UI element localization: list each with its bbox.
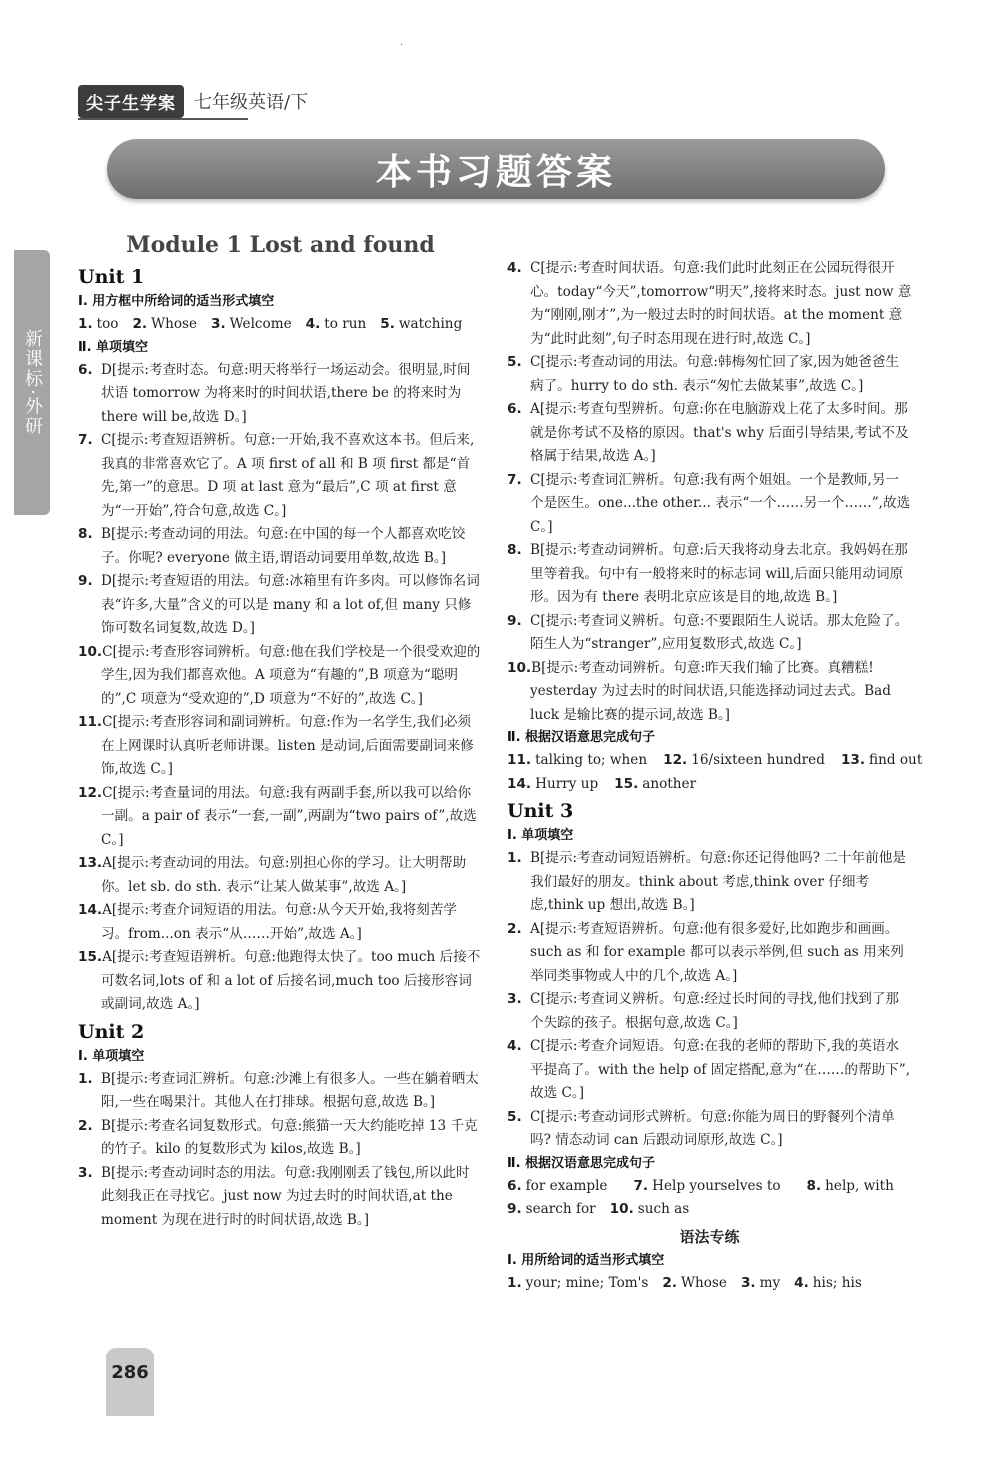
item-number: 5.	[507, 1108, 522, 1125]
item-text: C[提示:考查形容词和副词辨析。句意:作为一名学生,我们必须在上网课时认真听老师讲课。listen 是动词,后面需要副词来修饰,故选 C。]	[101, 714, 474, 777]
answer-item	[78, 852, 483, 899]
item-number: 14.	[507, 775, 532, 792]
item-text: B[提示:考查动词短语辨析。句意:你还记得他吗? 二十年前他是我们最好的朋友。think about 考虑,think over 仔细考虑,think up 想出,故选 B。]	[530, 850, 906, 913]
answer-item	[507, 398, 912, 469]
section-heading: Ⅰ. 单项填空	[507, 828, 574, 843]
short-answer	[507, 776, 598, 792]
item-number: 2.	[78, 1117, 93, 1134]
short-answer	[507, 1201, 596, 1217]
answer-item	[78, 1162, 483, 1233]
item-number: 1.	[507, 1274, 522, 1291]
item-text: C[提示:考查词义辨析。句意:不要跟陌生人说话。那太危险了。陌生人为“stranger”,应用复数形式,故选 C。]	[530, 612, 909, 652]
answer-item	[507, 257, 912, 351]
item-number: 14.	[78, 902, 103, 918]
item-number: 2.	[132, 316, 148, 332]
item-number: 8.	[507, 542, 522, 558]
item-text: A[提示:考查动词的用法。句意:别担心你的学习。让大明帮助你。let sb. do sth. 表示“让某人做某事”,故选 A。]	[101, 855, 467, 895]
item-number: 8.	[78, 526, 93, 542]
item-text: too	[96, 316, 119, 332]
brand-badge: 尖子生学案	[78, 85, 184, 118]
item-text: C[提示:考查形容词辨析。句意:他在我们学校是一个很受欢迎的学生,因为我们都喜欢他。A 项意为“有趣的”,B 项意为“聪明的”,C 项意为“受欢迎的”,D 项意为“不好的”,故选 C。]	[101, 643, 481, 707]
answer-item	[78, 359, 483, 430]
short-answer	[610, 1201, 690, 1217]
grammar-title: 语法专练	[679, 1227, 740, 1246]
short-answer	[794, 1275, 862, 1291]
short-answer	[507, 1275, 648, 1291]
item-number: 9.	[507, 612, 522, 629]
answer-item	[507, 918, 912, 989]
answer-item	[507, 539, 912, 610]
short-answer	[614, 776, 696, 792]
item-text: B[提示:考查动词辨析。句意:后天我将动身去北京。我妈妈在那里等着我。句中有一般将来时的标志词 will,后面只能用动词原形。因为有 there 表明北京应该是目的地,故选 B。]	[530, 542, 908, 605]
decorative-dot: ·	[400, 40, 404, 51]
item-number: 3.	[78, 1164, 93, 1181]
page-number: 286	[106, 1354, 154, 1416]
item-text: another	[642, 775, 697, 792]
answer-item	[507, 657, 912, 728]
short-answer	[306, 316, 367, 332]
answer-item	[507, 988, 912, 1035]
item-number: 7.	[507, 471, 522, 488]
answer-item	[507, 847, 912, 918]
item-text: B[提示:考查动词的用法。句意:在中国的每一个人都喜欢吃饺子。你呢? everyone 做主语,谓语动词要用单数,故选 B。]	[101, 526, 466, 566]
item-number: 1.	[78, 1070, 93, 1087]
answer-row	[507, 749, 923, 773]
item-text: A[提示:考查短语辨析。句意:他跑得太快了。too much 后接不可数名词,lots of 和 a lot of 后接名词,much too 后接形容词或副词,故选 A。]	[101, 949, 481, 1012]
item-text: 16/sixteen hundred	[691, 752, 825, 768]
item-text: Whose	[151, 316, 198, 332]
item-text: B[提示:考查动词时态的用法。句意:我刚刚丢了钱包,所以此时此刻我正在寻找它。just now 为过去时的时间状语,at the moment 为现在进行时的时间状语,故选 B。]	[101, 1164, 470, 1228]
item-number: 7.	[78, 432, 93, 448]
item-text: A[提示:考查介词短语的用法。句意:从今天开始,我将刻苦学习。from...on 表示“从……开始”,故选 A。]	[101, 902, 457, 942]
item-number: 12.	[663, 752, 688, 768]
answer-row	[507, 1272, 912, 1296]
item-text: Hurry up	[535, 775, 599, 792]
answer-list	[78, 1068, 483, 1233]
item-text: C[提示:考查动词的用法。句意:韩梅匆忙回了家,因为她爸爸生病了。hurry to do sth. 表示“匆忙去做某事”,故选 C。]	[530, 354, 900, 394]
item-text: Whose	[681, 1274, 727, 1291]
item-text: B[提示:考查词汇辨析。句意:沙滩上有很多人。一些在躺着晒太阳,一些在喝果汁。其他人在打排球。根据句意,故选 B。]	[101, 1070, 479, 1110]
item-text: C[提示:考查量词的用法。句意:我有两副手套,所以我可以给你一副。a pair of 表示“一套,一副”,两副为“two pairs of”,故选 C。]	[101, 784, 477, 848]
item-text: search for	[525, 1201, 596, 1217]
answer-item	[78, 1115, 483, 1162]
item-text: watching	[398, 316, 463, 332]
unit-heading: Unit 1	[78, 266, 145, 288]
short-answer	[807, 1178, 894, 1194]
item-text: C[提示:考查介词短语。句意:在我的老师的帮助下,我的英语水平提高了。with the help of 固定搭配,意为“在……的帮助下”,故选 C。]	[530, 1038, 911, 1101]
item-text: his; his	[812, 1274, 862, 1291]
short-answer	[841, 752, 922, 768]
item-text: my	[759, 1274, 781, 1291]
answer-row	[78, 313, 483, 337]
item-number: 3.	[507, 991, 522, 1007]
answer-list	[507, 847, 912, 1153]
item-text: to run	[324, 316, 367, 332]
item-text: such as	[637, 1201, 690, 1217]
item-number: 5.	[380, 316, 395, 332]
answer-row	[507, 773, 912, 797]
answer-item	[507, 351, 912, 398]
item-number: 4.	[507, 260, 522, 276]
header-rule	[78, 118, 248, 120]
answer-item	[507, 610, 912, 657]
short-answer	[132, 316, 197, 332]
item-text: A[提示:考查短语辨析。句意:他有很多爱好,比如跑步和画画。such as 和 for example 都可以表示举例,但 such as 用来列举同类事物或人中的几个,故选 A。]	[530, 920, 904, 984]
item-text: help, with	[825, 1177, 894, 1194]
item-number: 2.	[662, 1274, 678, 1291]
item-number: 1.	[78, 316, 93, 332]
item-text: B[提示:考查名词复数形式。句意:熊猫一天大约能吃掉 13 千克的竹子。kilo 的复数形式为 kilos,故选 B。]	[101, 1117, 478, 1157]
item-number: 7.	[633, 1177, 649, 1194]
item-number: 13.	[840, 752, 866, 768]
short-answer	[507, 752, 647, 768]
answer-item	[507, 469, 912, 540]
answer-list	[78, 359, 483, 1017]
answer-item	[78, 570, 483, 641]
short-answer	[663, 752, 825, 768]
answer-item	[78, 899, 483, 946]
item-number: 10.	[609, 1201, 634, 1217]
item-text: talking to; when	[535, 752, 648, 768]
item-text: C[提示:考查词义辨析。句意:经过长时间的寻找,他们找到了那个失踪的孩子。根据句意,故选 C。]	[530, 991, 900, 1031]
item-number: 9.	[507, 1201, 522, 1217]
item-text: D[提示:考查时态。句意:明天将举行一场运动会。很明显,时间状语 tomorrow 为将来时的时间状语,there be 的将来时为 there will be,故选 D。]	[101, 361, 471, 425]
item-number: 4.	[305, 316, 321, 332]
answer-item	[507, 1035, 912, 1106]
item-number: 11.	[507, 752, 532, 768]
item-text: find out	[869, 752, 923, 768]
answer-item	[78, 641, 483, 712]
item-number: 4.	[507, 1038, 522, 1054]
item-number: 2.	[507, 920, 522, 937]
item-text: Help yourselves to	[652, 1177, 781, 1194]
item-number: 15.	[78, 949, 103, 965]
short-answer	[662, 1275, 727, 1291]
section-heading: Ⅰ. 用所给词的适当形式填空	[507, 1252, 665, 1268]
answer-item	[78, 782, 483, 853]
item-number: 15.	[614, 775, 639, 792]
item-text: C[提示:考查词汇辨析。句意:我有两个姐姐。一个是教师,另一个是医生。one...the other... 表示“一个……另一个……”,故选 C。]	[530, 471, 911, 535]
item-text: C[提示:考查时间状语。句意:我们此时此刻正在公园玩得很开心。today“今天”,tomorrow“明天”,接将来时态。just now 意为“刚刚,刚才”,为一般过去时的时间状语。at the moment 意为“此时此刻”,句子时态用现在进行时,故选 C。]	[530, 260, 912, 347]
side-tab	[14, 250, 50, 515]
page-title: 本书习题答案	[375, 151, 616, 193]
item-number: 12.	[78, 784, 103, 801]
short-answer	[633, 1178, 780, 1194]
answer-item	[78, 429, 483, 523]
short-answer	[507, 1178, 607, 1194]
section-heading: Ⅰ. 用方框中所给词的适当形式填空	[78, 294, 275, 309]
grade-label: 七年级英语/下	[194, 92, 309, 113]
item-text: B[提示:考查动词辨析。句意:昨天我们输了比赛。真糟糕! yesterday 为过去时的时间状语,只能选择动词过去式。Bad luck 是输比赛的提示词,故选 B。]	[530, 659, 891, 723]
answer-item	[507, 1106, 912, 1153]
title-banner	[107, 139, 885, 199]
item-number: 10.	[78, 643, 103, 660]
section-heading: Ⅱ. 根据汉语意思完成句子	[507, 730, 656, 745]
item-number: 11.	[78, 714, 103, 730]
section-heading: Ⅰ. 单项填空	[78, 1048, 145, 1064]
unit-heading: Unit 2	[78, 1020, 145, 1043]
item-number: 9.	[78, 573, 93, 589]
short-answer	[741, 1275, 780, 1291]
section-heading: Ⅱ. 根据汉语意思完成句子	[507, 1155, 656, 1171]
item-number: 6.	[507, 401, 522, 417]
item-number: 6.	[507, 1177, 522, 1194]
item-text: your; mine; Tom's	[525, 1274, 649, 1291]
module-title: Module 1 Lost and found	[126, 232, 435, 258]
left-column	[78, 230, 483, 1232]
unit-heading: Unit 3	[507, 800, 574, 822]
item-text: for example	[525, 1177, 608, 1194]
item-text: C[提示:考查动词形式辨析。句意:你能为周日的野餐列个清单吗? 情态动词 can 后跟动词原形,故选 C。]	[530, 1108, 895, 1148]
short-answer	[78, 316, 118, 332]
item-number: 3.	[211, 316, 226, 332]
side-tab-label: 新课标·外研	[22, 328, 43, 437]
item-number: 3.	[740, 1274, 756, 1291]
answer-row	[507, 1198, 912, 1222]
item-text: C[提示:考查短语辨析。句意:一开始,我不喜欢这本书。但后来,我真的非常喜欢它了。A 项 first of all 和 B 项 first 都是“首先,第一”的意思。D 项 at last 意为“最后”,C 项 at first 意为“一开始”,符合句意,故选 C。]	[101, 432, 475, 519]
right-column	[507, 257, 923, 1295]
item-number: 13.	[78, 855, 103, 871]
section-heading: Ⅱ. 单项填空	[78, 339, 149, 355]
item-number: 1.	[507, 850, 522, 866]
item-number: 10.	[507, 659, 532, 676]
item-number: 4.	[794, 1274, 809, 1291]
item-text: Welcome	[229, 316, 292, 332]
item-text: A[提示:考查句型辨析。句意:你在电脑游戏上花了太多时间。那就是你考试不及格的原因。that's why 后面引导结果,考试不及格属于结果,故选 A。]	[530, 401, 909, 464]
item-number: 5.	[507, 354, 522, 370]
answer-item	[78, 1068, 483, 1115]
item-text: D[提示:考查短语的用法。句意:冰箱里有许多肉。可以修饰名词表“许多,大量”含义的可以是 many 和 a lot of,但 many 只修饰可数名词复数,故选 D。]	[101, 573, 480, 636]
answer-item	[78, 523, 483, 570]
answer-row	[507, 1175, 912, 1199]
item-number: 8.	[806, 1177, 822, 1194]
item-number: 6.	[78, 361, 93, 378]
answer-list	[507, 257, 912, 727]
short-answer	[380, 316, 462, 332]
answer-item	[78, 946, 483, 1017]
short-answer	[211, 316, 292, 332]
book-brand	[78, 86, 308, 116]
answer-item	[78, 711, 483, 782]
